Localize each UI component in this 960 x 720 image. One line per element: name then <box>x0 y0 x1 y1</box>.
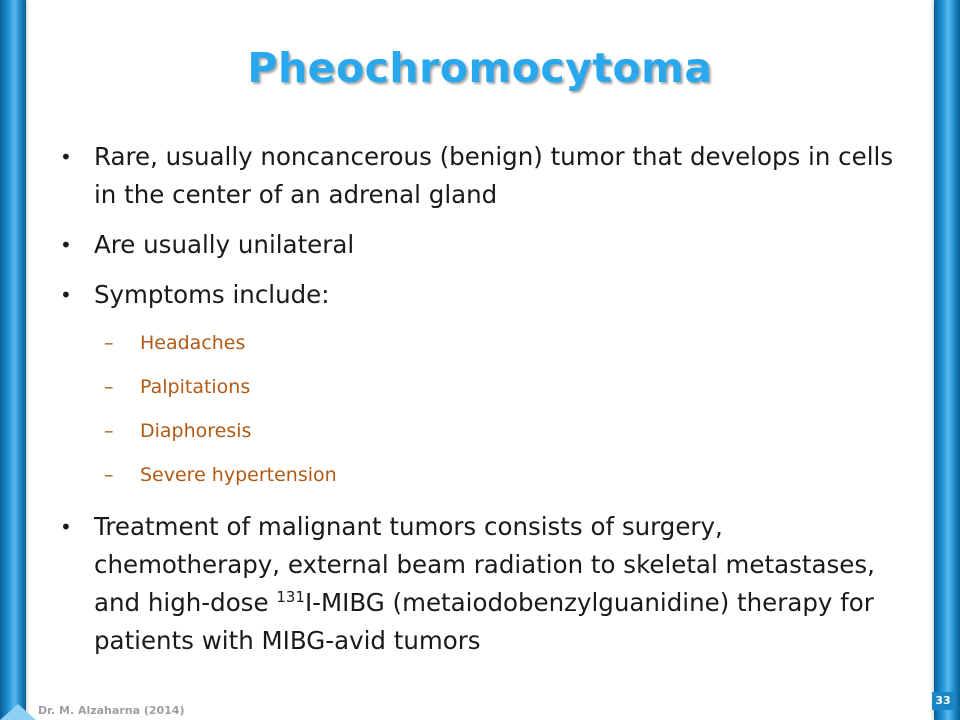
treatment-text-start: Treatment of malignant tumors consists of surgery, chemotherapy, external beam radiation to skeletal metastases, and high-dose <box>94 512 875 617</box>
page-number: 33 <box>932 692 954 710</box>
symptom-text: Headaches <box>140 332 246 354</box>
symptom-text: Severe hypertension <box>140 464 337 486</box>
bullet-icon: • <box>60 283 72 307</box>
slide-title: Pheochromocytoma <box>247 44 713 92</box>
symptom-item <box>60 420 910 442</box>
left-decorative-bar <box>0 0 26 720</box>
bullet-text: Are usually unilateral <box>94 230 355 259</box>
symptom-text: Diaphoresis <box>140 420 252 442</box>
bullet-item-treatment <box>60 508 910 660</box>
symptom-item <box>60 464 910 486</box>
symptom-text: Palpitations <box>140 376 251 398</box>
dash-icon: – <box>104 376 114 398</box>
footer-author: Dr. M. Alzaharna (2014) <box>38 704 185 717</box>
symptom-item <box>60 376 910 398</box>
bullet-item <box>60 138 910 214</box>
isotope-superscript: 131 <box>276 588 305 606</box>
symptom-item <box>60 332 910 354</box>
dash-icon: – <box>104 420 114 442</box>
footer-triangle-icon <box>0 704 36 720</box>
bullet-text: Symptoms include: <box>94 280 330 309</box>
bullet-text: Rare, usually noncancerous (benign) tumor that develops in cells in the center of an adrenal gland <box>94 142 894 209</box>
bullet-icon: • <box>60 233 72 257</box>
bullet-icon: • <box>60 145 72 169</box>
right-decorative-bar <box>934 0 960 720</box>
bullet-item <box>60 226 910 264</box>
slide-body <box>60 138 910 672</box>
bullet-icon: • <box>60 515 72 539</box>
symptom-list <box>60 332 910 486</box>
dash-icon: – <box>104 332 114 354</box>
dash-icon: – <box>104 464 114 486</box>
treatment-text-end: I-MIBG (metaiodobenzylguanidine) therapy for patients with MIBG-avid tumors <box>94 588 874 655</box>
bullet-item <box>60 276 910 314</box>
